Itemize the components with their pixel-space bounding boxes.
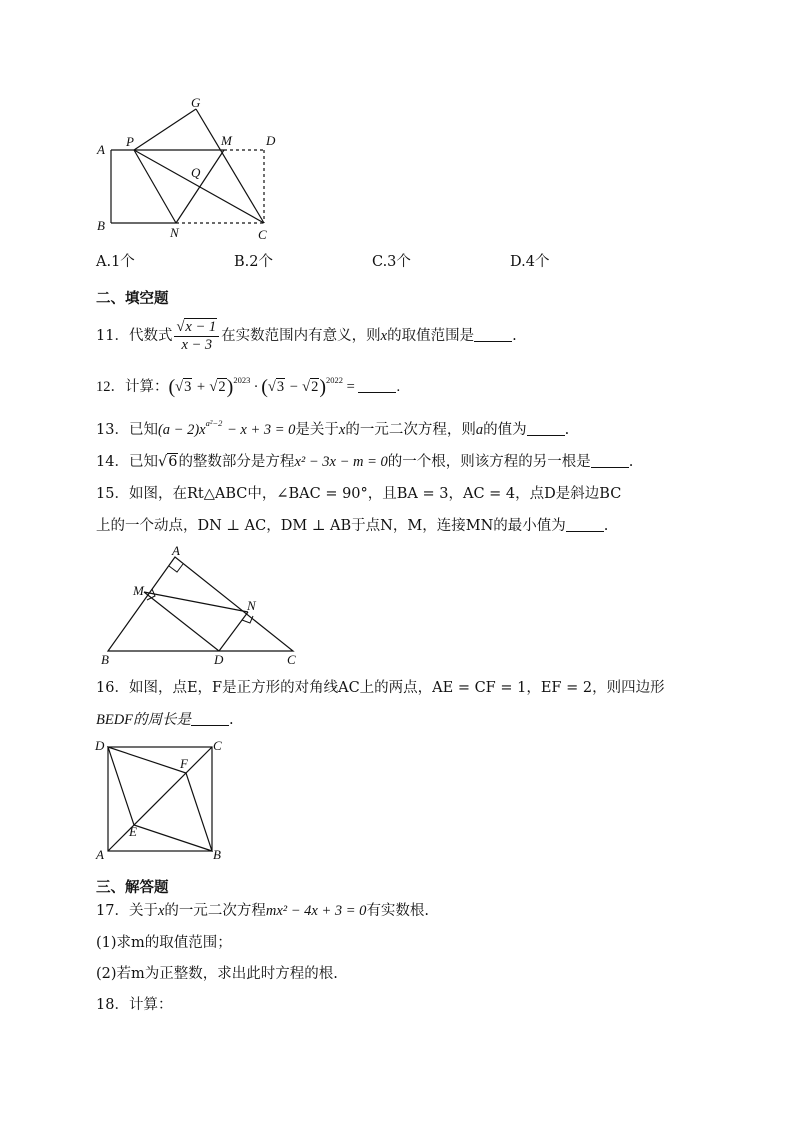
label-N: N xyxy=(247,598,256,613)
label-D: D xyxy=(95,738,105,753)
question-17-part-1: (1)求m的取值范围； xyxy=(96,935,232,951)
label-M: M xyxy=(221,133,232,148)
label-D: D xyxy=(214,652,224,667)
option-a: A.1个 xyxy=(96,254,135,270)
question-16-line-2: BEDF的周长是 . xyxy=(96,712,234,728)
section-answer-heading: 三、解答题 xyxy=(96,880,169,896)
answer-blank xyxy=(591,453,629,468)
label-Q: Q xyxy=(191,165,201,180)
question-17: 17．关于x的一元二次方程mx² − 4x + 3 = 0有实数根. xyxy=(96,903,430,919)
geometry-figure-q15 xyxy=(96,544,306,669)
label-B: B xyxy=(213,847,221,862)
question-16-line-1: 16．如图，点E，F是正方形的对角线AC上的两点，AE = CF = 1，EF = 2，则四边形 xyxy=(96,680,665,696)
label-F: F xyxy=(180,756,188,771)
answer-blank xyxy=(527,421,565,436)
question-12: 12．计算：$(√3 + √2)^{2023} \cdot (√3 - √2)^{2022}$ = . xyxy=(96,375,401,398)
label-C: C xyxy=(287,652,296,667)
option-b: B.2个 xyxy=(234,254,273,270)
question-15-line-1: 15．如图，在Rt△ABC中，∠BAC = 90°，且BA = 3，AC = 4，点D是斜边BC xyxy=(96,486,622,502)
answer-blank xyxy=(566,517,604,532)
label-B: B xyxy=(101,652,109,667)
question-14: 14．已知√6的整数部分是方程x² − 3x − m = 0的一个根，则该方程的另一根是 . xyxy=(96,454,634,470)
label-N: N xyxy=(170,225,179,240)
section-fill-in-blank-heading: 二、填空题 xyxy=(96,291,169,307)
label-D: D xyxy=(266,133,276,148)
question-13: 13．已知$(a - 2)x^{a^2-2} - x + 3 = 0$是关于x的一元二次方程，则a的值为 . xyxy=(96,418,570,438)
question-18: 18．计算： xyxy=(96,997,173,1013)
label-C: C xyxy=(258,227,267,242)
label-P: P xyxy=(126,134,134,149)
label-M: M xyxy=(133,583,144,598)
label-C: C xyxy=(213,738,222,753)
geometry-figure-q10 xyxy=(90,92,290,242)
label-A: A xyxy=(172,544,180,558)
label-A: A xyxy=(96,847,104,862)
answer-blank xyxy=(191,711,229,726)
option-c: C.3个 xyxy=(372,254,411,270)
question-17-part-2: (2)若m为正整数，求出此时方程的根. xyxy=(96,966,338,982)
question-11: 11．代数式 $\frac{√x - 1}{x - 3}$ 在实数范围内有意义，则x的取值范围是 . xyxy=(96,318,517,353)
option-d: D.4个 xyxy=(510,254,550,270)
answer-blank xyxy=(474,327,512,342)
label-E: E xyxy=(129,824,137,839)
label-B: B xyxy=(97,218,105,233)
question-15-line-2: 上的一个动点，DN ⊥ AC，DM ⊥ AB于点N，M，连接MN的最小值为 . xyxy=(96,518,609,534)
geometry-figure-q16 xyxy=(92,736,232,862)
label-G: G xyxy=(191,95,201,110)
label-A: A xyxy=(97,142,105,157)
answer-blank xyxy=(358,378,396,393)
